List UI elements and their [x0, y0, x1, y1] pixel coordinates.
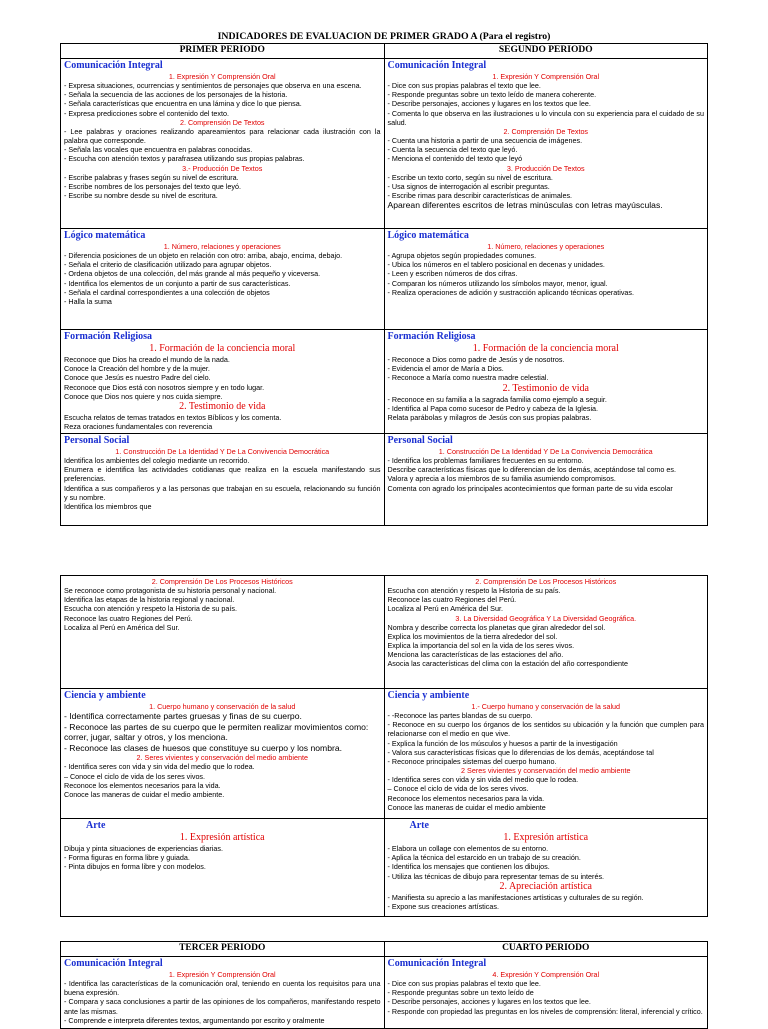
indicator-item: Valora y aprecia a los miembros de su familia asumiendo compromisos. [387, 474, 616, 484]
header-cuarto-periodo: CUARTO PERIODO [384, 942, 708, 957]
subsection-heading: 1. Construcción De La Identidad Y De La Convivencia Democrática [438, 447, 653, 456]
cell-logico-p2 [384, 229, 708, 330]
indicator-item: - Leen y escriben números de dos cifras. [387, 269, 518, 279]
indicator-item: - Usa signos de interrogación al escribir preguntas. [387, 181, 550, 191]
indicator-item: Localiza al Perú en América del Sur. [64, 622, 180, 632]
indicator-item: Reconoce las cuatro Regiones del Perú. [387, 595, 517, 605]
cell-social-p2 [384, 434, 708, 526]
indicator-item: - Responde preguntas sobre un texto leído de [387, 988, 534, 998]
indicator-item: - Reconoce en su familia a la sagrada familia como ejemplo a seguir. [387, 394, 607, 404]
indicator-list [388, 702, 705, 812]
cell-historia-p1 [61, 576, 385, 689]
indicator-item: – Conoce el ciclo de vida de los seres vivos. [387, 784, 529, 794]
indicator-item: Conoce que Jesús es nuestro Padre del cielo. [64, 373, 211, 383]
indicator-item: Aparean diferentes escritos de letras minúsculas con letras mayúsculas. [387, 200, 663, 211]
cell-comunicacion-p1 [61, 59, 385, 229]
cell-comunicacion-p4 [384, 957, 708, 1029]
indicator-list [388, 970, 705, 1016]
subsection-heading: 1. Número, relaciones y operaciones [163, 242, 281, 251]
indicator-item: - Señala el cardinal correspondientes a una colección de objetos [64, 287, 270, 297]
subsection-heading: 2. Testimonio de vida [179, 401, 266, 413]
indicator-item: - Lee palabras y oraciones realizando apareamientos para relacionar cada ilustración con la palabra que corresponde. [64, 126, 381, 146]
row-personal-social [61, 434, 708, 526]
section-heading: Ciencia y ambiente [387, 690, 470, 701]
indicator-list [388, 343, 705, 422]
indicator-item: Conoce la Creación del hombre y de la mujer. [64, 364, 210, 374]
indicator-item: – Conoce el ciclo de vida de los seres vivos. [64, 771, 206, 781]
indicator-item: - Identifica los problemas familiares frecuentes en su entorno. [387, 456, 584, 465]
row-logico-matematica [61, 229, 708, 330]
subsection-heading: 2. Comprensión De Textos [503, 127, 589, 137]
indicator-item: Reconoce las cuatro Regiones del Perú. [64, 613, 193, 623]
indicator-item: Asocia las características del clima con la estación del año correspondiente [387, 659, 629, 669]
cell-social-p1 [61, 434, 385, 526]
indicator-item: - Cuenta una historia a partir de una secuencia de imágenes. [387, 136, 583, 146]
subsection-heading: 2. Seres vivientes y conservación del medio ambiente [136, 753, 308, 763]
indicator-item: - Señala las vocales que encuentra en palabras conocidas. [64, 145, 253, 155]
indicator-item: - Responde preguntas sobre un texto leído de manera coherente. [387, 90, 597, 100]
section-heading: Comunicación Integral [387, 60, 487, 71]
indicator-item: Menciona las características de las estaciones del año. [387, 650, 564, 660]
indicator-item: - Expone sus creaciones artísticas. [387, 902, 499, 912]
indicator-item: - Comparan los números utilizando los símbolos mayor, menor, igual. [387, 278, 608, 288]
indicator-item: - Reconoce principales sistemas del cuerpo humano. [387, 757, 557, 767]
indicator-item: - Ubica los números en el tablero posicional en decenas y unidades. [387, 260, 605, 270]
indicator-item: Identifica los ambientes del colegio mediante un recorrido. [64, 456, 250, 465]
indicator-item: Reconoce que Dios ha creado el mundo de la nada. [64, 355, 230, 364]
subsection-heading: 1.- Cuerpo humano y conservación de la salud [471, 702, 621, 711]
indicator-list [64, 72, 381, 200]
indicator-item: - Reconoce las partes de su cuerpo que le permiten realizar movimientos como: correr, jugar, saltar y otros, y los menciona. [64, 721, 369, 743]
indicator-item: - Elabora un collage con elementos de su entorno. [387, 844, 549, 853]
indicator-item: Enumera e identifica las actividades cotidianas que realiza en la escuela manifestando sus preferencias. [64, 465, 381, 484]
indicator-item: - Ordena objetos de una colección, del más grande al más pequeño y viceversa. [64, 269, 321, 279]
indicator-item: Conoce que Dios nos quiere y nos cuida siempre. [64, 391, 223, 401]
row-comunicacion-integral [61, 59, 708, 229]
indicator-item: - Escribe su nombre desde su nivel de escritura. [64, 191, 218, 201]
indicator-item: - Menciona el contenido del texto que leyó [387, 154, 523, 164]
indicator-item: - Manifiesta su aprecio a las manifestaciones artísticas y culturales de su región. [387, 892, 644, 902]
subsection-heading: 3. La Diversidad Geográfica Y La Diversidad Geográfica. [455, 613, 637, 623]
indicator-item: - Identifica los elementos de un conjunto a partir de sus características. [64, 278, 291, 288]
indicator-item: Describe características físicas que lo diferencian de los demás, aceptándose tal como es. [387, 465, 676, 475]
indicator-item: - Valora sus características físicas que lo diferencias de los demás, aceptándose tal [387, 747, 654, 757]
subsection-heading: 3. Producción De Textos [506, 163, 585, 173]
subsection-heading: 1. Formación de la conciencia moral [149, 343, 296, 354]
indicator-item: - Reconoce a María como nuestra madre celestial. [387, 373, 549, 383]
section-heading: Lógico matemática [64, 230, 146, 241]
subsection-heading: 2 Seres vivientes y conservación del medio ambiente [461, 766, 631, 776]
indicator-item: - Aplica la técnica del estarcido en un trabajo de su creación. [387, 853, 581, 863]
indicator-item: - Escribe nombres de los personajes del texto que leyó. [64, 181, 241, 191]
indicator-item: Escucha con atención y respeto la Historia de su país. [387, 586, 561, 595]
cell-arte-p2 [384, 819, 708, 917]
indicator-item: - Expresa predicciones sobre el contenido del texto. [64, 108, 230, 118]
indicator-item: - Reconoce a Dios como padre de Jesús y de nosotros. [387, 355, 565, 364]
header-primer-periodo: PRIMER PERIODO [61, 44, 385, 59]
section-heading: Arte [86, 820, 106, 831]
table-primer-segundo-periodo [60, 43, 708, 526]
cell-comunicacion-p3 [61, 957, 385, 1029]
section-heading: Personal Social [387, 435, 453, 446]
section-heading: Comunicación Integral [64, 958, 163, 969]
cell-religiosa-p2 [384, 330, 708, 434]
header-segundo-periodo: SEGUNDO PERIODO [384, 44, 708, 59]
indicator-item: - Reconoce en su cuerpo los órganos de los sentidos su ubicación y la función que cumplen para relacionarse con el medio en que vive. [387, 720, 704, 739]
indicator-list [388, 242, 705, 297]
subsection-heading: 2. Apreciación artística [499, 880, 592, 892]
indicator-item: - Identifica seres con vida y sin vida del medio que lo rodea. [64, 762, 255, 772]
subsection-heading: 2. Comprensión De Los Procesos Históricos [475, 577, 617, 586]
indicator-item: - Explica la función de los músculos y huesos a partir de la investigación [387, 738, 618, 748]
section-heading: Formación Religiosa [387, 331, 476, 342]
row-comunicacion-integral [61, 957, 708, 1029]
section-heading: Lógico matemática [387, 230, 469, 241]
subsection-heading: 2. Testimonio de vida [502, 382, 589, 394]
indicator-list [64, 447, 381, 511]
indicator-item: Explica los movimientos de la tierra alrededor del sol. [387, 631, 558, 641]
indicator-item: Explica la importancia del sol en la vida de los seres vivos. [387, 641, 575, 651]
indicator-item: Localiza al Perú en América del Sur. [387, 604, 503, 614]
indicator-item: Relata parábolas y milagros de Jesús con sus propias palabras. [387, 413, 592, 423]
indicator-item: Conoce las maneras de cuidar el medio ambiente. [64, 789, 225, 799]
cell-comunicacion-p2 [384, 59, 708, 229]
subsection-heading: 1. Expresión artística [503, 832, 589, 843]
indicator-item: - Señala el criterio de clasificación utilizado para agrupar objetos. [64, 260, 272, 270]
indicator-item: - Halla la suma [64, 297, 112, 307]
indicator-item: - Escucha con atención textos y parafrasea utilizando sus propias palabras. [64, 154, 305, 164]
indicator-item: Reconoce los elementos necesarios para la vida. [64, 780, 221, 790]
indicator-list [64, 577, 381, 632]
indicator-item: - Evidencia el amor de María a Dios. [387, 364, 504, 374]
row-procesos-historicos [61, 576, 708, 689]
indicator-item: - Utiliza las técnicas de dibujo para representar temas de su interés. [387, 871, 605, 881]
cell-ciencia-p2 [384, 689, 708, 819]
row-ciencia-ambiente [61, 689, 708, 819]
indicator-item: - Realiza operaciones de adición y sustracción aplicando técnicas operativas. [387, 287, 635, 297]
indicator-item: Identifica a sus compañeros y a las personas que trabajan en su escuela, relacionando su función y su nombre. [64, 483, 381, 502]
indicator-item: - Diferencia posiciones de un objeto en relación con otro: arriba, abajo, encima, debajo. [64, 251, 343, 260]
section-heading: Arte [409, 820, 429, 831]
indicator-list [388, 447, 705, 493]
indicator-list [64, 242, 381, 306]
indicator-item: - Pinta dibujos en forma libre y con modelos. [64, 862, 206, 872]
subsection-heading: 2. Comprensión De Los Procesos Históricos [151, 577, 293, 586]
indicator-item: Conoce las maneras de cuidar el medio ambiente [387, 802, 546, 812]
cell-religiosa-p1 [61, 330, 385, 434]
indicator-item: Reconoce que Dios está con nosotros siempre y en todo lugar. [64, 382, 265, 392]
indicator-item: - Expresa situaciones, ocurrencias y sentimientos de personajes que observa en una escena. [64, 81, 362, 90]
indicator-item: - Reconoce las clases de huesos que constituye su cuerpo y los nombra. [64, 742, 343, 753]
indicator-item: - Comprende e interpreta diferentes textos, argumentando por escrito y oralmente [64, 1015, 325, 1025]
subsection-heading: 1. Cuerpo humano y conservación de la salud [149, 702, 296, 711]
indicator-list [388, 72, 705, 211]
table-tercer-cuarto-periodo [60, 941, 708, 1029]
indicator-item: Se reconoce como protagonista de su historia personal y nacional. [64, 586, 277, 595]
cell-arte-p1 [61, 819, 385, 917]
indicator-item: - Cuenta la secuencia del texto que leyó. [387, 145, 518, 155]
indicator-item: Nombra y describe correcta los planetas que giran alrededor del sol. [387, 622, 606, 632]
page-title: INDICADORES DE EVALUACION DE PRIMER GRADO A (Para el registro) [217, 31, 551, 42]
indicator-item: Reza oraciones fundamentales con reverencia [64, 422, 213, 432]
indicator-item: - Señala la secuencia de las acciones de los personajes de la historia. [64, 90, 288, 100]
indicator-list [388, 832, 705, 911]
indicator-item: - Identifica correctamente partes gruesas y finas de su cuerpo. [64, 711, 302, 721]
cell-ciencia-p1 [61, 689, 385, 819]
subsection-heading: 1. Número, relaciones y operaciones [487, 242, 605, 251]
indicator-item: - -Reconoce las partes blandas de su cuerpo. [387, 711, 533, 720]
indicator-item: Escucha con atención y respeto la Historia de su país. [64, 604, 237, 614]
indicator-item: - Escribe rimas para describir características de animales. [387, 191, 573, 201]
indicator-item: - Comenta lo que observa en las ilustraciones u lo vincula con su experiencia para el cuidado de su salud. [387, 108, 704, 127]
indicator-list [64, 832, 381, 872]
subsection-heading: 1. Expresión Y Comprensión Oral [168, 970, 276, 979]
row-formacion-religiosa [61, 330, 708, 434]
indicator-item: - Escribe palabras y frases según su nivel de escritura. [64, 172, 239, 182]
indicator-item: - Identifica seres con vida y sin vida del medio que lo rodea. [387, 775, 579, 785]
indicator-item: - Describe personajes, acciones y lugares en los textos que lee. [387, 99, 591, 109]
indicator-item: - Agrupa objetos según propiedades comunes. [387, 251, 537, 260]
indicator-item: - Identifica los mensajes que contienen los dibujos. [387, 862, 550, 872]
subsection-heading: 3.- Producción De Textos [182, 163, 263, 173]
indicator-item: - Escribe un texto corto, según su nivel de escritura. [387, 172, 553, 182]
indicator-item: - Señala características que encuentra en una lámina y dice lo que piensa. [64, 99, 302, 109]
indicator-item: - Identifica las características de la comunicación oral, teniendo en cuenta los requisitos para una buena expresión. [64, 979, 381, 998]
subsection-heading: 4. Expresión Y Comprensión Oral [492, 970, 600, 979]
indicator-list [64, 702, 381, 799]
indicator-item: - Dice con sus propias palabras el texto que lee. [387, 979, 541, 988]
row-arte [61, 819, 708, 917]
subsection-heading: 1. Construcción De La Identidad Y De La Convivencia Democrática [115, 447, 330, 456]
subsection-heading: 1. Expresión artística [179, 832, 265, 843]
subsection-heading: 2. Comprensión De Textos [179, 117, 265, 127]
subsection-heading: 1. Formación de la conciencia moral [472, 343, 619, 354]
section-heading: Personal Social [64, 435, 130, 446]
indicator-item: Escucha relatos de temas tratados en textos Bíblicos y los comenta. [64, 413, 282, 423]
indicator-list [64, 343, 381, 431]
section-heading: Comunicación Integral [387, 958, 487, 969]
subsection-heading: 1. Expresión Y Comprensión Oral [492, 72, 600, 81]
indicator-item: Comenta con agrado los principales acontecimientos que forman parte de su vida escolar [387, 483, 673, 493]
section-heading: Comunicación Integral [64, 60, 163, 71]
indicator-item: - Identifica al Papa como sucesor de Pedro y cabeza de la Iglesia. [387, 403, 599, 413]
section-heading: Formación Religiosa [64, 331, 153, 342]
header-tercer-periodo: TERCER PERIODO [61, 942, 385, 957]
indicator-item: - Responde con propiedad las preguntas en los niveles de comprensión: literal, inferencial y crítico. [387, 1006, 703, 1016]
table-continuacion [60, 575, 708, 917]
indicator-item: Identifica las etapas de la historia regional y nacional. [64, 595, 235, 605]
indicator-item: - Describe personajes, acciones y lugares en los textos que lee. [387, 997, 591, 1007]
indicator-item: Identifica los miembros que [64, 502, 152, 512]
indicator-list [64, 970, 381, 1025]
section-heading: Ciencia y ambiente [64, 690, 146, 701]
indicator-item: - Compara y saca conclusiones a partir de las opiniones de los compañeros, manifestando respeto ante las mismas. [64, 997, 381, 1016]
indicator-item: - Dice con sus propias palabras el texto que lee. [387, 81, 541, 90]
indicator-list [388, 577, 705, 669]
subsection-heading: 1. Expresión Y Comprensión Oral [168, 72, 276, 81]
indicator-item: Dibuja y pinta situaciones de experiencias diarias. [64, 844, 224, 853]
cell-historia-p2 [384, 576, 708, 689]
indicator-item: Reconoce los elementos necesarios para la vida. [387, 793, 545, 803]
cell-logico-p1 [61, 229, 385, 330]
indicator-item: - Forma figuras en forma libre y guiada. [64, 853, 190, 863]
